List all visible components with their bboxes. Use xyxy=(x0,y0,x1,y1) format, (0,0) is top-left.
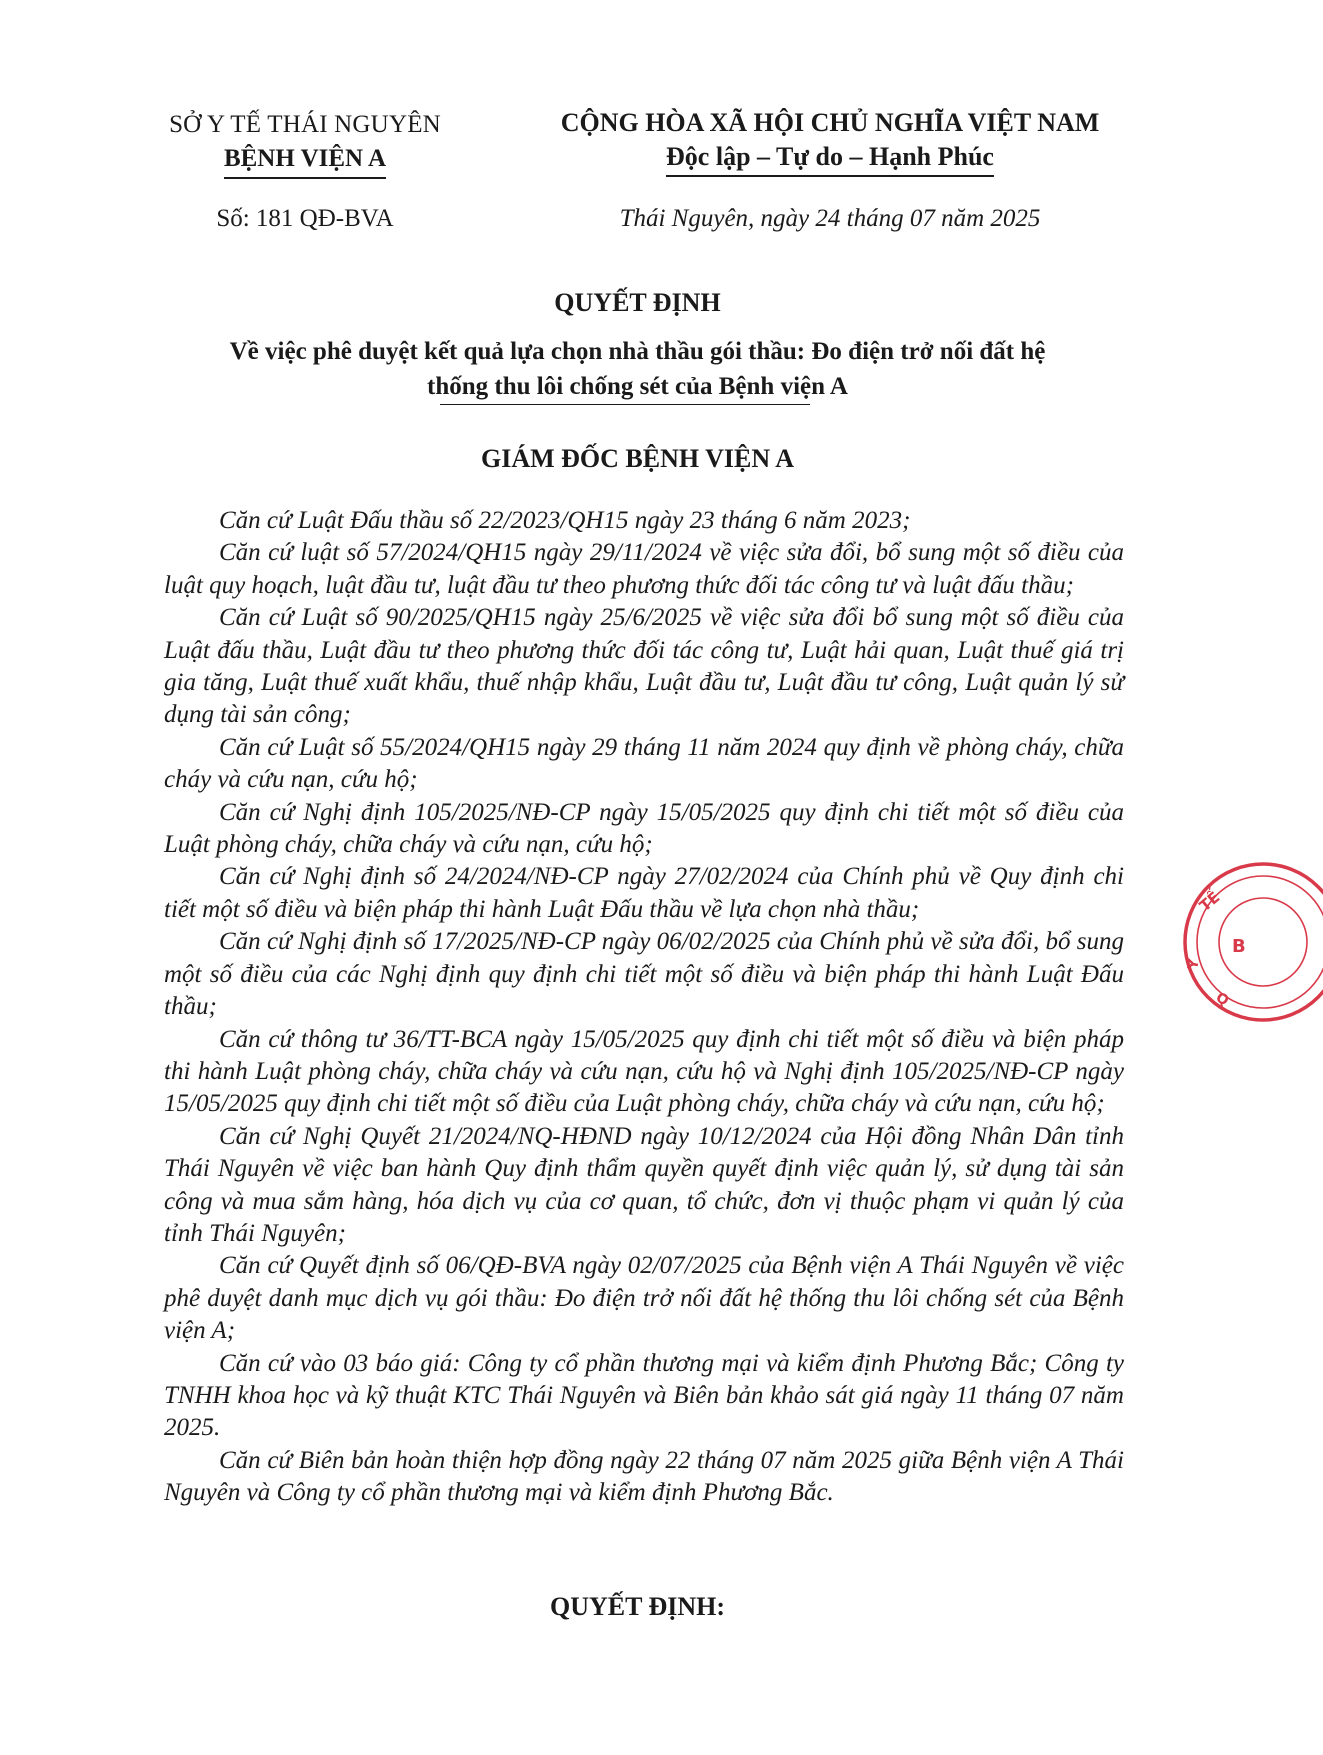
document-subject xyxy=(165,334,1110,404)
document-title: QUYẾT ĐỊNH xyxy=(554,288,721,317)
legal-basis-item: Căn cứ Luật số 55/2024/QH15 ngày 29 tháng 11 năm 2024 quy định về phòng cháy, chữa cháy và cứu nạn, cứu hộ; xyxy=(164,733,1124,794)
legal-basis-item: Căn cứ Luật số 90/2025/QH15 ngày 25/6/2025 về việc sửa đổi bổ sung một số điều của Luật đấu thầu, Luật đầu tư theo phương thức đối tác công tư, Luật hải quan, Luật thuế giá trị gia tăng, Luật thuế xuất khẩu, thuế nhập khẩu, Luật đầu tư, Luật đầu tư công, Luật quản lý sử dụng tài sản công; xyxy=(164,604,1124,729)
legal-basis-item: Căn cứ vào 03 báo giá: Công ty cổ phần thương mại và kiểm định Phương Bắc; Công ty TNHH khoa học và kỹ thuật KTC Thái Nguyên và Biên bản khảo sát giá ngày 11 tháng 07 năm 2025. xyxy=(164,1349,1124,1442)
legal-basis-item: Căn cứ Nghị định 105/2025/NĐ-CP ngày 15/05/2025 quy định chi tiết một số điều của Luật phòng cháy, chữa cháy và cứu nạn, cứu hộ; xyxy=(164,798,1124,859)
decision-heading: QUYẾT ĐỊNH: xyxy=(549,1592,726,1621)
subject-line-2: thống thu lôi chống sét của Bệnh viện A xyxy=(427,373,848,400)
svg-text:TẾ: TẾ xyxy=(1196,888,1224,916)
subject-divider xyxy=(440,404,810,405)
legal-basis-list xyxy=(164,505,1124,1510)
legal-basis-item: Căn cứ Luật Đấu thầu số 22/2023/QH15 ngày 23 tháng 6 năm 2023; xyxy=(219,507,911,534)
legal-basis-item: Căn cứ Nghị Quyết 21/2024/NQ-HĐND ngày 10/12/2024 của Hội đồng Nhân Dân tỉnh Thái Nguyên về việc ban hành Quy định thẩm quyền quyết định việc quản lý, sử dụng tài sản công và mua sắm hàng, hóa dịch vụ của cơ quan, tổ chức, đơn vị thuộc phạm vi quản lý của tỉnh Thái Nguyên; xyxy=(164,1122,1124,1247)
organization-name: BỆNH VIỆN A xyxy=(224,142,386,179)
svg-text:B: B xyxy=(1232,936,1246,957)
legal-basis-item: Căn cứ Biên bản hoàn thiện hợp đồng ngày 22 tháng 07 năm 2025 giữa Bệnh viện A Thái Nguyên và Công ty cổ phần thương mại và kiểm định Phương Bắc. xyxy=(164,1446,1124,1507)
legal-basis-item: Căn cứ Quyết định số 06/QĐ-BVA ngày 02/07/2025 của Bệnh viện A Thái Nguyên về việc phê duyệt danh mục dịch vụ gói thầu: Đo điện trở nối đất hệ thống thu lôi chống sét của Bệnh viện A; xyxy=(164,1252,1124,1345)
parent-organization: SỞ Y TẾ THÁI NGUYÊN xyxy=(169,111,441,138)
national-motto: Độc lập – Tự do – Hạnh Phúc xyxy=(666,140,994,177)
svg-text:Y: Y xyxy=(1185,957,1203,971)
legal-basis-item: Căn cứ Nghị định số 17/2025/NĐ-CP ngày 06/02/2025 của Chính phủ về sửa đổi, bổ sung một số điều của các Nghị định quy định chi tiết một số điều và biện pháp thi hành Luật Đấu thầu; xyxy=(164,928,1124,1021)
country-name: CỘNG HÒA XÃ HỘI CHỦ NGHĨA VIỆT NAM xyxy=(560,108,1100,137)
document-number: Số: 181 QĐ-BVA xyxy=(216,205,394,232)
place-and-date: Thái Nguyên, ngày 24 tháng 07 năm 2025 xyxy=(619,205,1041,232)
legal-basis-item: Căn cứ Nghị định số 24/2024/NĐ-CP ngày 27/02/2024 của Chính phủ về Quy định chi tiết một số điều và biện pháp thi hành Luật Đấu thầu về lựa chọn nhà thầu; xyxy=(164,863,1124,923)
partial-seal-stamp xyxy=(1183,860,1323,1025)
subject-line-1: Về việc phê duyệt kết quả lựa chọn nhà thầu gói thầu: Đo điện trở nối đất hệ xyxy=(229,338,1046,365)
seal-outer-ring xyxy=(1185,864,1323,1020)
legal-basis-item: Căn cứ luật số 57/2024/QH15 ngày 29/11/2024 về việc sửa đổi, bổ sung một số điều của luật quy hoạch, luật đầu tư, luật đầu tư theo phương thức đối tác công tư và luật đấu thầu; xyxy=(164,539,1124,599)
national-heading xyxy=(535,106,1125,177)
issuing-organization xyxy=(150,108,460,179)
legal-basis-item: Căn cứ thông tư 36/TT-BCA ngày 15/05/2025 quy định chi tiết một số điều và biện pháp thi hành Luật phòng cháy, chữa cháy và cứu nạn, cứu hộ và Nghị định 105/2025/NĐ-CP ngày 15/05/2025 quy định chi tiết một số điều của Luật phòng cháy, chữa cháy và cứu nạn, cứu hộ; xyxy=(164,1025,1124,1118)
issuing-authority: GIÁM ĐỐC BỆNH VIỆN A xyxy=(480,444,794,473)
svg-text:Q: Q xyxy=(1213,989,1232,1010)
